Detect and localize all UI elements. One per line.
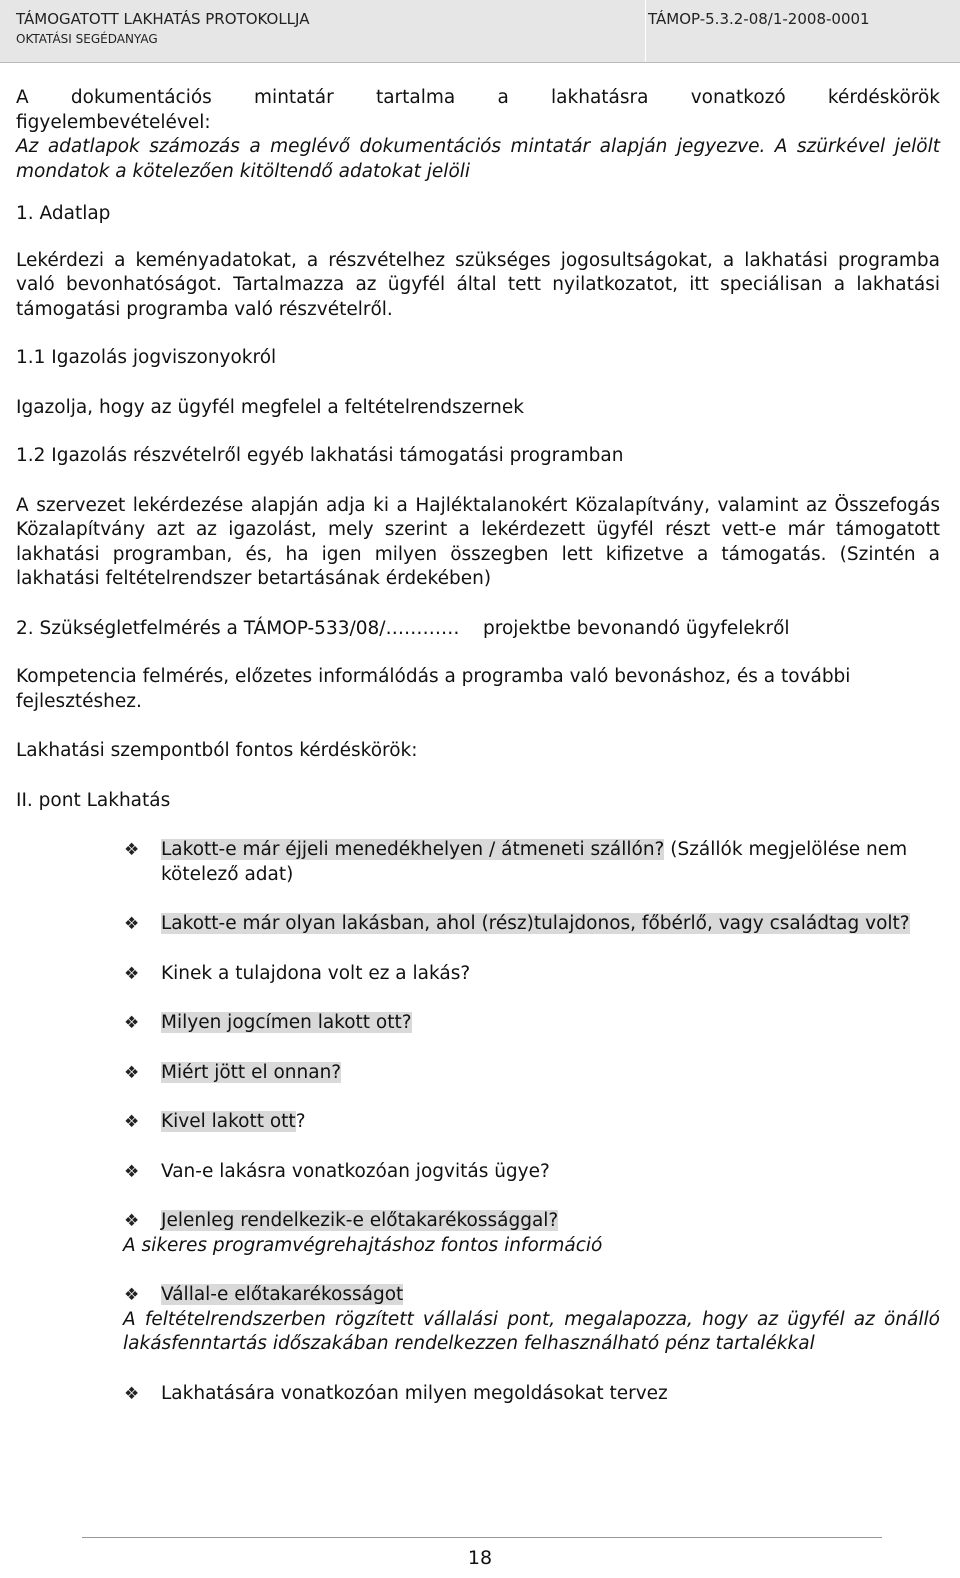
bullet-text: Jelenleg rendelkezik-e előtakarékossággal? (161, 1210, 559, 1231)
section-2-heading (16, 617, 940, 642)
intro-line-2: figyelembevételével: (16, 111, 211, 133)
bullet-text: Kivel lakott ott (161, 1111, 296, 1132)
diamond-bullet-icon: ❖ (124, 840, 140, 860)
bullet-item (16, 1061, 940, 1086)
section-2-heading-end: projektbe bevonandó ügyfelekről (483, 617, 790, 639)
section-1-1-heading: 1.1 Igazolás jogviszonyokról (16, 347, 277, 368)
header-left (16, 8, 644, 48)
section-1-2-body: A szervezet lekérdezése alapján adja ki a Hajléktalanokért Közalapítvány, valamint az Összefogás Közalapítvány azt az igazolást, mely szerint a lekérdezett ügyfél részt vett-e már támogatott lakhatási programban, és, ha igen milyen összegben lett kifizetve a támogatás. (Szintén a lakhatási feltételrendszer betartásának érdekében) (16, 494, 940, 589)
bullet-note: A feltételrendszerben rögzített vállalási pont, megalapozza, hogy az ügyfél az önálló lakásfenntartás időszakában rendelkezzen felhasználható pénz tartalékkal (123, 1308, 940, 1354)
point-heading: II. pont Lakhatás (16, 789, 171, 811)
diamond-bullet-icon: ❖ (124, 1211, 140, 1231)
bullet-extra: (Szállók megjelölése nem kötelező adat) (161, 839, 908, 885)
bullet-item (16, 1160, 940, 1185)
header-right (648, 8, 948, 30)
diamond-bullet-icon: ❖ (124, 1285, 140, 1305)
bullet-text: Kinek a tulajdona volt ez a lakás? (161, 962, 471, 984)
bullet-text: Miért jött el onnan? (161, 1061, 342, 1083)
intro-line-1: A dokumentációs mintatár tartalma a lakhatásra vonatkozó kérdéskörök (16, 87, 940, 108)
bullet-text: Vállal-e előtakarékosságot (161, 1284, 404, 1305)
diamond-bullet-icon: ❖ (124, 1013, 140, 1033)
bullet-item (16, 1011, 940, 1036)
diamond-bullet-icon: ❖ (124, 914, 140, 934)
header-divider (645, 0, 646, 62)
bullet-item (16, 838, 940, 887)
page-header (0, 0, 960, 62)
bullet-text: Lakott-e már éjjeli menedékhelyen / átmeneti szállón? (161, 839, 665, 860)
topics-label: Lakhatási szempontból fontos kérdéskörök: (16, 740, 418, 761)
diamond-bullet-icon: ❖ (124, 1161, 140, 1182)
diamond-bullet-icon: ❖ (124, 1383, 140, 1404)
diamond-bullet-icon: ❖ (124, 963, 140, 984)
bullet-note: A sikeres programvégrehajtáshoz fontos információ (123, 1234, 603, 1256)
section-1-heading: 1. Adatlap (16, 203, 111, 224)
bullet-text: Milyen jogcímen lakott ott? (161, 1012, 412, 1033)
bullet-text: Lakhatására vonatkozóan milyen megoldásokat tervez (161, 1382, 668, 1404)
footer-rule (82, 1537, 882, 1538)
bullet-item (16, 1382, 940, 1407)
bullet-item (16, 1283, 940, 1357)
bullet-item (16, 1209, 940, 1258)
bullet-text: Lakott-e már olyan lakásban, ahol (rész)tulajdonos, főbérlő, vagy családtag volt? (161, 913, 910, 934)
bullet-item (16, 1110, 940, 1135)
bullet-extra: ? (295, 1111, 306, 1132)
section-1-2-heading: 1.2 Igazolás részvételről egyéb lakhatási támogatási programban (16, 445, 624, 466)
page-number: 18 (467, 1547, 493, 1569)
bullet-item (16, 912, 940, 937)
bullet-item (16, 962, 940, 987)
document-title: TÁMOGATOTT LAKHATÁS PROTOKOLLJA (16, 10, 310, 28)
section-2-body: Kompetencia felmérés, előzetes informálódás a programba való bevonáshoz, és a további fejlesztéshez. (16, 666, 851, 712)
section-1-1-body: Igazolja, hogy az ügyfél megfelel a feltételrendszernek (16, 396, 524, 418)
document-body (16, 86, 940, 1406)
document-subtitle: OKTATÁSI SEGÉDANYAG (16, 32, 158, 46)
diamond-bullet-icon: ❖ (124, 1062, 140, 1083)
section-1-body: Lekérdezi a keményadatokat, a részvételhez szükséges jogosultságokat, a lakhatási programba való bevonhatóságot. Tartalmazza az ügyfél által tett nyilatkozatot, itt speciálisan a lakhatási támogatási programba való részvételről. (16, 249, 940, 320)
section-2-heading-start: 2. Szükségletfelmérés a TÁMOP-533/08/ (16, 617, 386, 639)
project-code: TÁMOP-5.3.2-08/1-2008-0001 (648, 10, 870, 28)
section-2-heading-dots: ………… (385, 617, 460, 639)
diamond-bullet-icon: ❖ (124, 1112, 140, 1132)
header-rule (0, 62, 960, 63)
bullet-text: Van-e lakásra vonatkozóan jogvitás ügye? (161, 1160, 550, 1182)
intro-note: Az adatlapok számozás a meglévő dokumentációs mintatár alapján jegyezve. A szürkével jelölt mondatok a kötelezően kitöltendő adatokat jelöli (16, 136, 940, 182)
